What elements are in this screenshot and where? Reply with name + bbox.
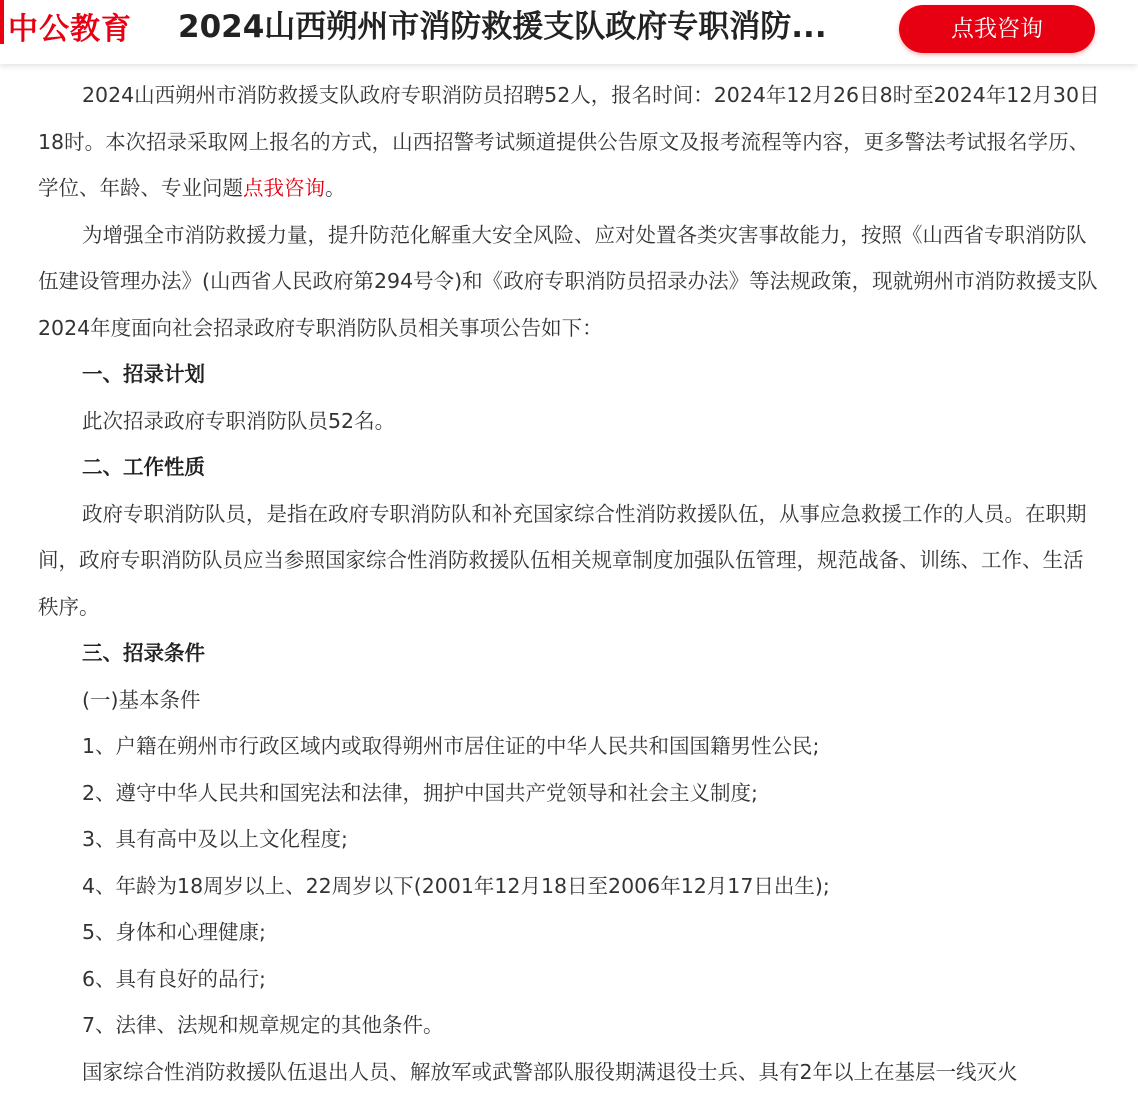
- intro-paragraph: [38, 72, 1102, 212]
- condition-item: 5、身体和心理健康;: [38, 909, 1102, 956]
- site-logo[interactable]: 中公教育: [8, 10, 132, 50]
- condition-item: 6、具有良好的品行;: [38, 956, 1102, 1003]
- article-body: [38, 72, 1102, 1095]
- section-body-plan: 此次招录政府专职消防队员52名。: [38, 398, 1102, 445]
- condition-item: 2、遵守中华人民共和国宪法和法律，拥护中国共产党领导和社会主义制度;: [38, 770, 1102, 817]
- subheading-basic-conditions: (一)基本条件: [38, 677, 1102, 724]
- condition-item: 7、法律、法规和规章规定的其他条件。: [38, 1002, 1102, 1049]
- consult-inline-link[interactable]: 点我咨询: [243, 176, 325, 200]
- top-header: [0, 0, 1138, 64]
- purpose-paragraph: 为增强全市消防救援力量，提升防范化解重大安全风险、应对处置各类灾害事故能力，按照《山西省专职消防队伍建设管理办法》(山西省人民政府第294号令)和《政府专职消防员招录办法》等法规政策，现就朔州市消防救援支队2024年度面向社会招录政府专职消防队员相关事项公告如下：: [38, 212, 1102, 352]
- section-body-nature: 政府专职消防队员，是指在政府专职消防队和补充国家综合性消防救援队伍，从事应急救援工作的人员。在职期间，政府专职消防队员应当参照国家综合性消防救援队伍相关规章制度加强队伍管理，规范战备、训练、工作、生活秩序。: [38, 491, 1102, 631]
- header-accent-bar: [0, 0, 4, 44]
- section-heading-plan: 一、招录计划: [38, 351, 1102, 398]
- conditions-tail-paragraph: 国家综合性消防救援队伍退出人员、解放军或武警部队服役期满退役士兵、具有2年以上在基层一线灭火: [38, 1049, 1102, 1095]
- section-heading-nature: 二、工作性质: [38, 444, 1102, 491]
- intro-text-end: 。: [325, 176, 346, 200]
- condition-item: 3、具有高中及以上文化程度;: [38, 816, 1102, 863]
- page-title: 2024山西朔州市消防救援支队政府专职消防...: [178, 8, 868, 46]
- condition-item: 4、年龄为18周岁以上、22周岁以下(2001年12月18日至2006年12月17日出生);: [38, 863, 1102, 910]
- condition-item: 1、户籍在朔州市行政区域内或取得朔州市居住证的中华人民共和国国籍男性公民;: [38, 723, 1102, 770]
- intro-text: 2024山西朔州市消防救援支队政府专职消防员招聘52人，报名时间：2024年12月26日8时至2024年12月30日18时。本次招录采取网上报名的方式，山西招警考试频道提供公告原文及报考流程等内容，更多警法考试报名学历、学位、年龄、专业问题: [38, 83, 1099, 200]
- consult-button[interactable]: 点我咨询: [899, 5, 1095, 53]
- section-heading-conditions: 三、招录条件: [38, 630, 1102, 677]
